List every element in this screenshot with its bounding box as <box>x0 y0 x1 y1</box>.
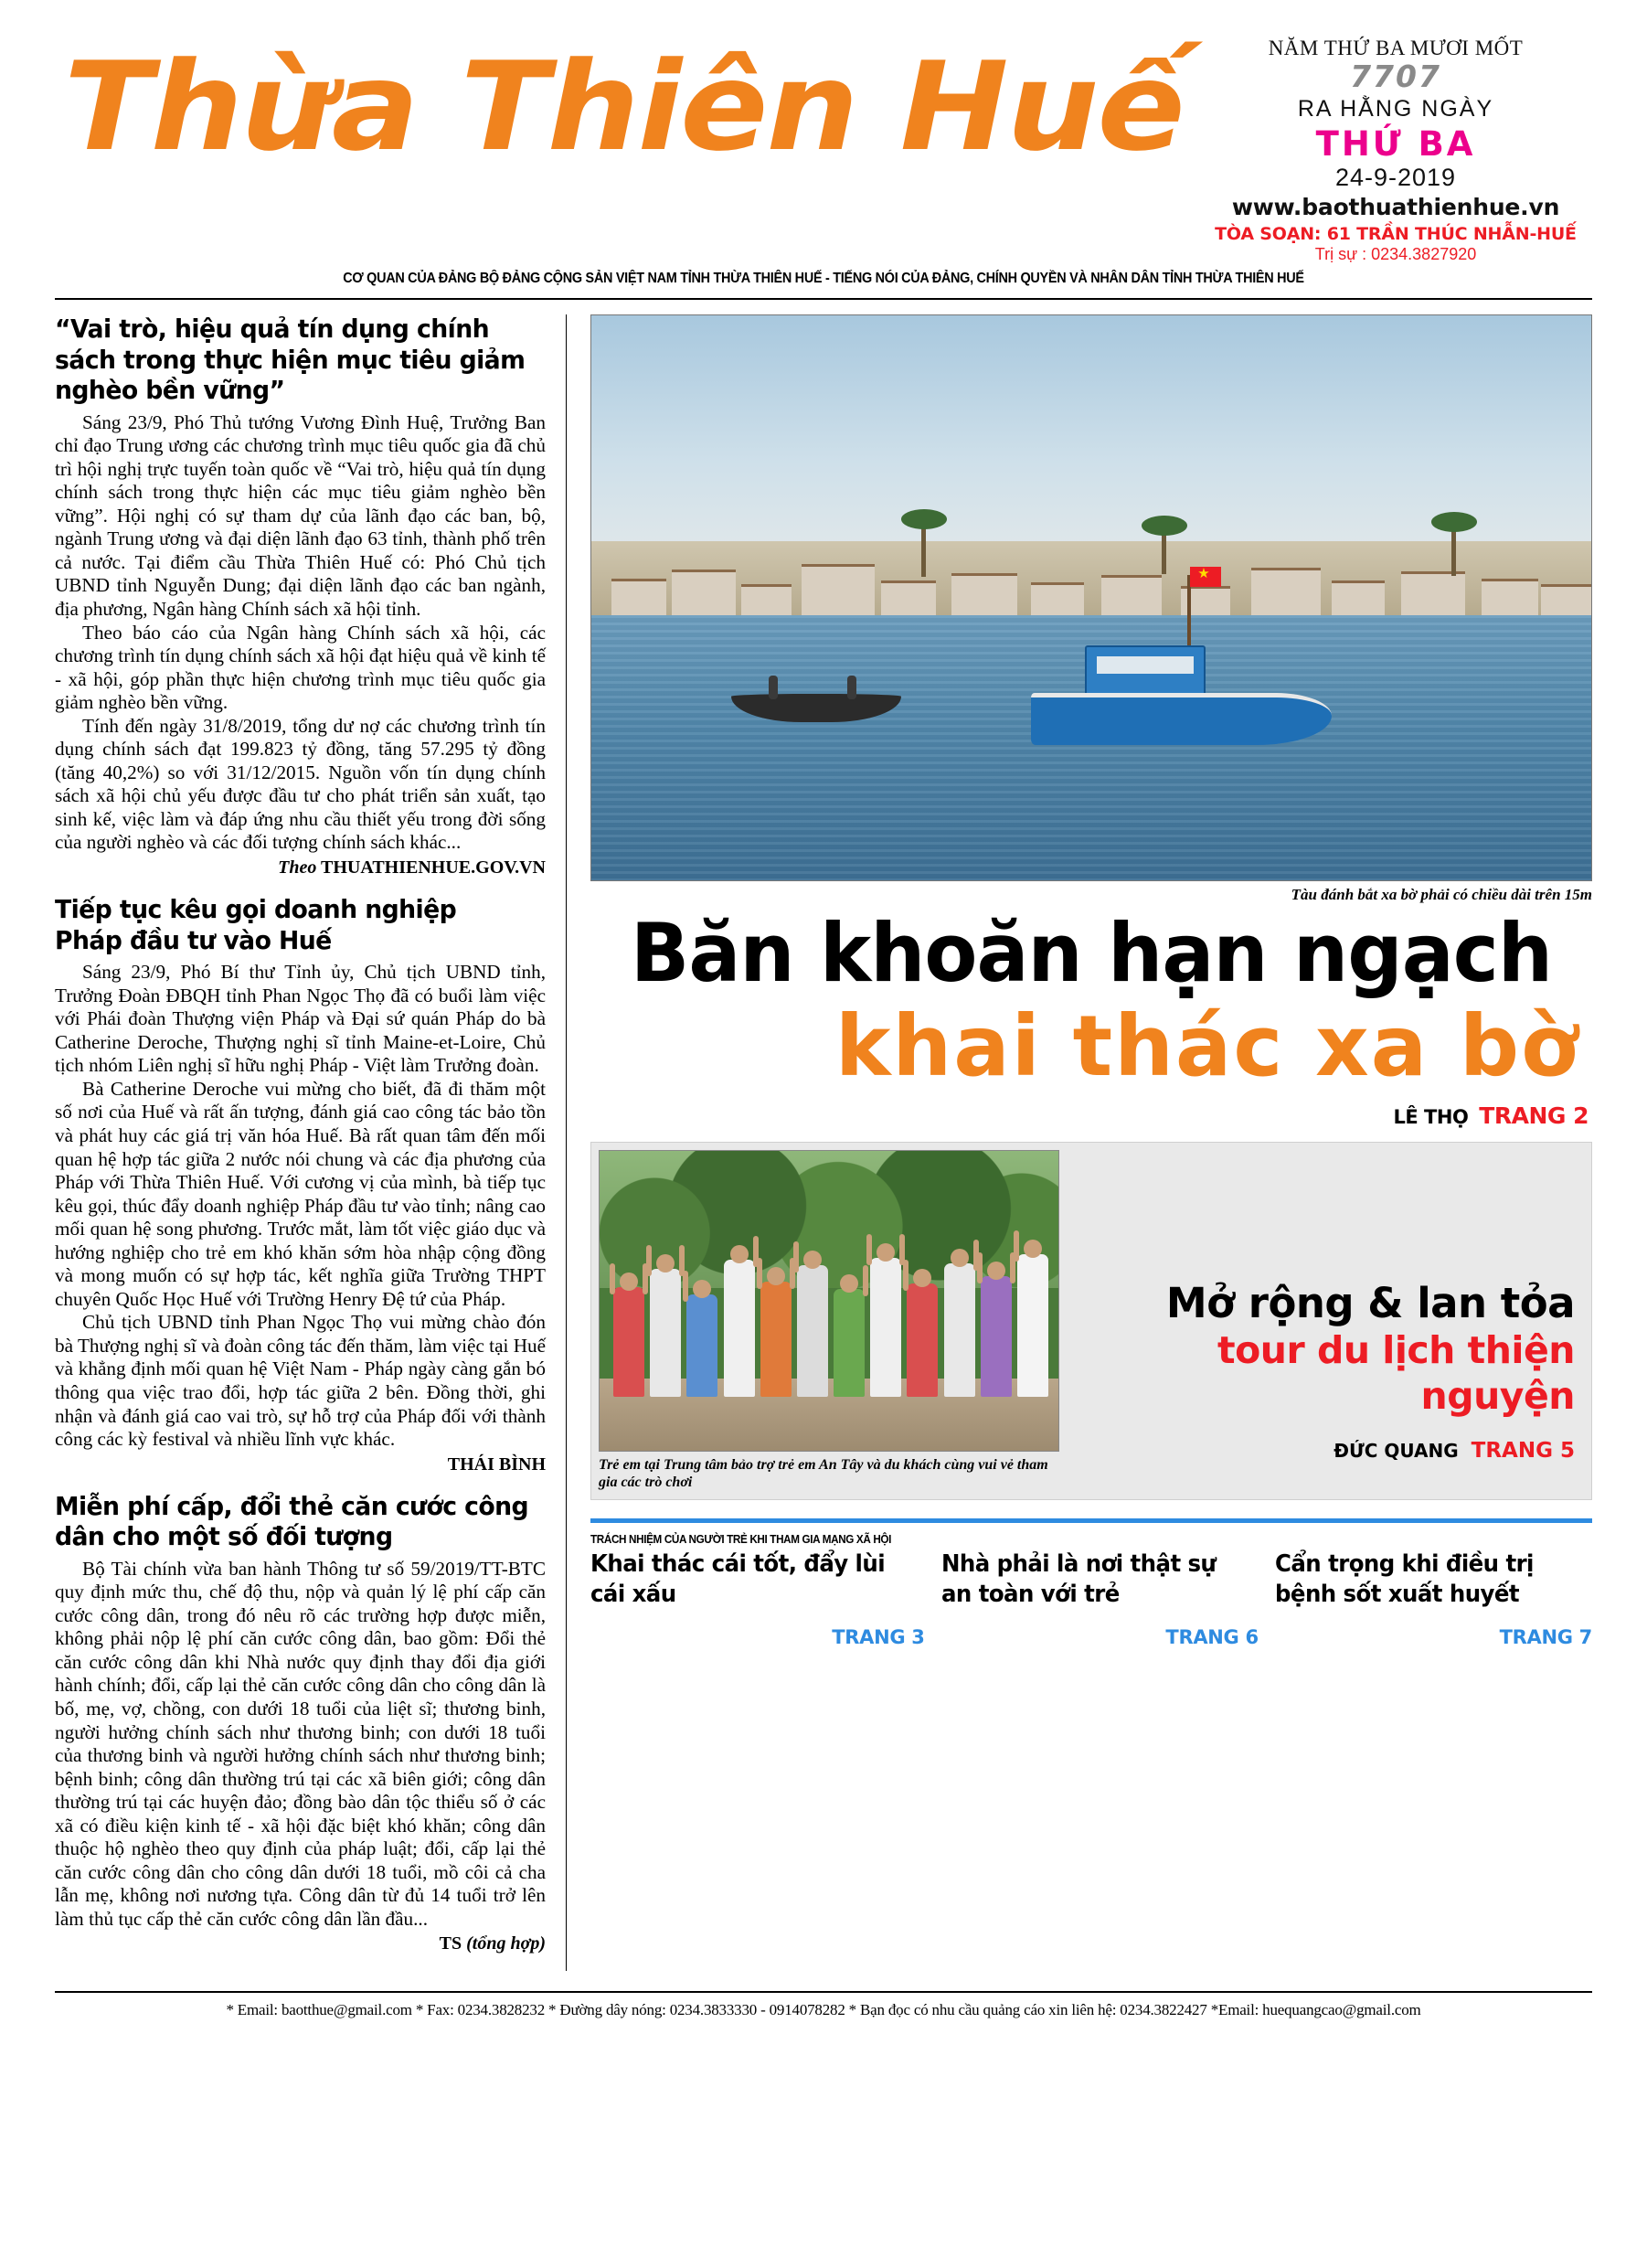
feature-credit <box>1083 1439 1575 1463</box>
boat-cabin <box>1085 645 1205 699</box>
lead-headline-credit <box>590 1102 1592 1129</box>
teaser-page-ref[interactable]: TRANG 3 <box>832 1626 925 1649</box>
article-headline[interactable]: Tiếp tục kêu gọi doanh nghiệp Pháp đầu tư vào Huế <box>55 895 457 955</box>
masthead-divider <box>55 298 1592 300</box>
article-body <box>55 961 546 1451</box>
palm-tree-icon <box>1162 530 1166 574</box>
photo-blue-fishing-boat <box>1031 632 1331 745</box>
feature-author: ĐỨC QUANG <box>1334 1439 1459 1462</box>
right-column <box>590 314 1592 1971</box>
footer-contact-line: * Email: baotthue@gmail.com * Fax: 0234.3828232 * Đường dây nóng: 0234.3833330 - 0914078282 * Bạn đọc có nhu cầu quảng cáo xin liên hệ: 0234.3822427 *Email: huequangcao@gmail.com <box>226 2001 1421 2019</box>
byline-source: THÁI BÌNH <box>447 1453 546 1475</box>
boat-hull <box>1031 693 1331 745</box>
teaser-strip <box>590 1532 1592 1649</box>
main-photo-caption: Tàu đánh bắt xa bờ phải có chiều dài trên 15m <box>1291 886 1592 903</box>
weekday-label: THỨ BA <box>1315 123 1476 164</box>
teaser-item-dengue[interactable] <box>1275 1532 1592 1649</box>
photo-village <box>591 536 1591 626</box>
teaser-page-ref[interactable]: TRANG 6 <box>1165 1626 1259 1649</box>
masthead-tagline: CƠ QUAN CỦA ĐẢNG BỘ ĐẢNG CỘNG SẢN VIỆT NAM TỈNH THỪA THIÊN HUẾ - TIẾNG NÓI CỦA ĐẢNG, CHÍNH QUYỀN VÀ NHÂN DÂN TỈNH THỪA THIÊN HUẾ <box>343 271 1304 286</box>
article-headline[interactable]: “Vai trò, hiệu quả tín dụng chính sách trong thực hiện mục tiêu giảm nghèo bền vững” <box>55 314 526 406</box>
masthead-logo-area <box>55 31 1199 178</box>
teaser-item-social-media[interactable] <box>590 1532 925 1649</box>
article-byline <box>55 1933 546 1954</box>
feature-headline-line2[interactable]: tour du lịch thiện nguyện <box>1217 1328 1575 1418</box>
feature-headline-line1[interactable]: Mở rộng & lan tỏa <box>1165 1278 1575 1327</box>
palm-tree-icon <box>921 524 926 577</box>
boat-mast <box>1187 575 1191 655</box>
lead-author: LÊ THỌ <box>1393 1105 1469 1128</box>
issue-number: 7707 <box>1350 59 1441 94</box>
lead-headline-line2[interactable]: khai thác xa bờ <box>834 997 1580 1095</box>
article-id-card-fee <box>55 1492 546 1955</box>
website-url[interactable]: www.baothuathienhue.vn <box>1231 194 1560 221</box>
article-byline <box>55 857 546 878</box>
feature-photo-children <box>599 1150 1059 1452</box>
feature-photo-caption: Trẻ em tại Trung tâm bảo trợ trẻ em An Tây và du khách cùng vui vẻ tham gia các trò chơi <box>599 1456 1048 1491</box>
lead-page-ref[interactable]: TRANG 2 <box>1479 1102 1589 1129</box>
publication-date: 24-9-2019 <box>1334 164 1457 192</box>
byline-note: (tổng hợp) <box>466 1933 546 1954</box>
teaser-page-ref[interactable]: TRANG 7 <box>1499 1626 1592 1649</box>
teaser-headline[interactable]: Nhà phải là nơi thật sự an toàn với trẻ <box>940 1549 1216 1608</box>
article-french-investment <box>55 895 546 1475</box>
lead-headline-line1[interactable]: Băn khoăn hạn ngạch <box>630 906 1553 1000</box>
feature-photo-children-group <box>600 1240 1058 1397</box>
teaser-kicker: TRÁCH NHIỆM CỦA NGƯỜI TRẺ KHI THAM GIA MẠNG XÃ HỘI <box>590 1531 892 1546</box>
article-paragraph: Chủ tịch UBND tỉnh Phan Ngọc Thọ vui mừng chào đón bà Thượng nghị sĩ và đoàn công tác đến thăm, làm việc tại Huế và khẳng định mối quan hệ Việt Nam - Pháp ngày càng gắn bó thông qua việc trao đổi, hợp tác giữa 2 bên. Đồng thời, ghi nhận và đánh giá cao vai trò, sự hỗ trợ của Pháp đối với thành công các kỳ festival và nhiều lĩnh vực khác. <box>55 1311 546 1451</box>
office-address: TÒA SOẠN: 61 TRẦN THÚC NHẪN-HUẾ <box>1215 224 1577 245</box>
article-paragraph: Sáng 23/9, Phó Bí thư Tỉnh ủy, Chủ tịch UBND tỉnh, Trưởng Đoàn ĐBQH tỉnh Phan Ngọc Thọ đã có buổi làm việc với Phái đoàn Thượng viện Pháp và Đại sứ quán Pháp do bà Catherine Deroche, Thượng nghị sĩ tỉnh Maine-et-Loire, Chủ tịch nhóm Liên nghị sĩ hữu nghị Pháp - Việt làm Trưởng đoàn. <box>55 961 546 1077</box>
byline-source: TS <box>439 1933 462 1954</box>
article-paragraph: Bà Catherine Deroche vui mừng cho biết, đã đi thăm một số nơi của Huế và rất ấn tượng, đánh giá cao công tác bảo tồn và phát huy các giá trị văn hóa Huế. Bà rất quan tâm đến mối quan hệ hợp tác giữa 2 nước nói chung và các địa phương của Pháp với Thừa Thiên Huế. Với cương vị của mình, bà tiếp tục kêu gọi, thúc đẩy doanh nghiệp Pháp đầu tư vào tỉnh; nâng cao mối quan hệ song phương. Trước mắt, làm tốt việc giáo dục và hướng nghiệp cho trẻ em khó khăn sớm hòa nhập cộng đồng và mong muốn có sự hợp tác, kết nghĩa giữa Trường THPT chuyên Quốc Học Huế với Trường Henry Đệ tứ của Pháp. <box>55 1077 546 1310</box>
masthead <box>55 0 1592 274</box>
office-phone: Trị sự : 0234.3827920 <box>1314 245 1477 264</box>
article-paragraph: Tính đến ngày 31/8/2019, tổng dư nợ các chương trình tín dụng chính sách đạt 199.823 tỷ đồng, tăng 57.295 tỷ đồng (tăng 40,2%) so với 31/12/2015. Nguồn vốn tín dụng chính sách xã hội chủ yếu được đầu tư cho phát triển sản xuất, tạo sinh kế, việc làm và đáp ứng nhu cầu thiết yếu trong đời sống của người nghèo và các đối tượng chính sách khác... <box>55 714 546 854</box>
feature-text-area <box>1067 1143 1591 1499</box>
article-body <box>55 411 546 855</box>
byline-prefix: Theo <box>278 857 317 878</box>
vietnam-flag-icon <box>1190 567 1221 587</box>
article-headline[interactable]: Miễn phí cấp, đổi thẻ căn cước công dân cho một số đối tượng <box>55 1491 529 1552</box>
article-credit-policy <box>55 314 546 878</box>
publication-year-line: NĂM THỨ BA MƯƠI MỐT <box>1268 37 1524 59</box>
article-paragraph: Bộ Tài chính vừa ban hành Thông tư số 59/2019/TT-BTC quy định mức thu, chế độ thu, nộp và quản lý lệ phí cấp căn cước công dân, trong đó nêu rõ các trường hợp được miễn, không phải nộp lệ phí căn cước công dân, bao gồm: Đổi thẻ căn cước công dân khi Nhà nước quy định thay đổi địa giới hành chính; đổi, cấp lại thẻ căn cước công dân cho công dân là bố, mẹ, vợ, chồng, con dưới 18 tuổi của liệt sĩ; thương binh, người hưởng chính sách như thương binh; con dưới 18 tuổi của thương binh và người hưởng chính sách như thương binh; bệnh binh; công dân thường trú tại các xã biên giới; công dân thường trú tại các huyện đảo; đồng bào dân tộc thiểu số ở các xã có điều kiện kinh tế - xã hội đặc biệt khó khăn; công dân thuộc hộ nghèo theo quy định của pháp luật; đổi, cấp lại thẻ căn cước công dân cho công dân dưới 18 tuổi, mồ côi cả cha lẫn mẹ, không nơi nương tựa. Công dân từ đủ 14 tuổi trở lên làm thủ tục cấp thẻ căn cước công dân lần đầu... <box>55 1557 546 1930</box>
newspaper-title: Thừa Thiên Huế <box>64 36 1184 178</box>
left-column <box>55 314 567 1971</box>
teaser-headline[interactable]: Cẩn trọng khi điều trị bệnh sốt xuất huyết <box>1274 1549 1534 1608</box>
teaser-divider <box>590 1518 1592 1523</box>
palm-tree-icon <box>1451 527 1456 576</box>
byline-source: THUATHIENHUE.GOV.VN <box>321 857 546 878</box>
feature-volunteer-tour <box>590 1142 1592 1500</box>
feature-photo-area <box>591 1143 1067 1499</box>
publication-frequency: RA HẰNG NGÀY <box>1297 95 1494 122</box>
article-byline <box>55 1454 546 1475</box>
article-paragraph: Theo báo cáo của Ngân hàng Chính sách xã hội, các chương trình tín dụng chính sách xã hội đạt hiệu quả về kinh tế - xã hội, góp phần thực hiện chương trình mục tiêu quốc gia giảm nghèo bền vững. <box>55 621 546 714</box>
teaser-headline[interactable]: Khai thác cái tốt, đẩy lùi cái xấu <box>590 1549 886 1608</box>
page-content <box>55 314 1592 1971</box>
teaser-item-safe-home[interactable] <box>941 1532 1259 1649</box>
article-paragraph: Sáng 23/9, Phó Thủ tướng Vương Đình Huệ, Trưởng Ban chỉ đạo Trung ương các chương trình mục tiêu quốc gia đã chủ trì hội nghị trực tuyến toàn quốc về “Vai trò, hiệu quả tín dụng chính sách trong thực hiện các mục tiêu giảm nghèo bền vững”. Hội nghị có sự tham dự của lãnh đạo các ban, bộ, ngành Trung ương và đại diện lãnh đạo 63 tỉnh, thành phố trên cả nước. Tại điểm cầu Thừa Thiên Huế có: Phó Chủ tịch UBND tỉnh Nguyễn Dung; đại diện lãnh đạo các ban ngành, địa phương, Ngân hàng Chính sách xã hội tỉnh. <box>55 410 546 621</box>
main-photo-fishing-boat <box>590 314 1592 881</box>
article-body <box>55 1558 546 1932</box>
feature-page-ref[interactable]: TRANG 5 <box>1471 1438 1575 1463</box>
